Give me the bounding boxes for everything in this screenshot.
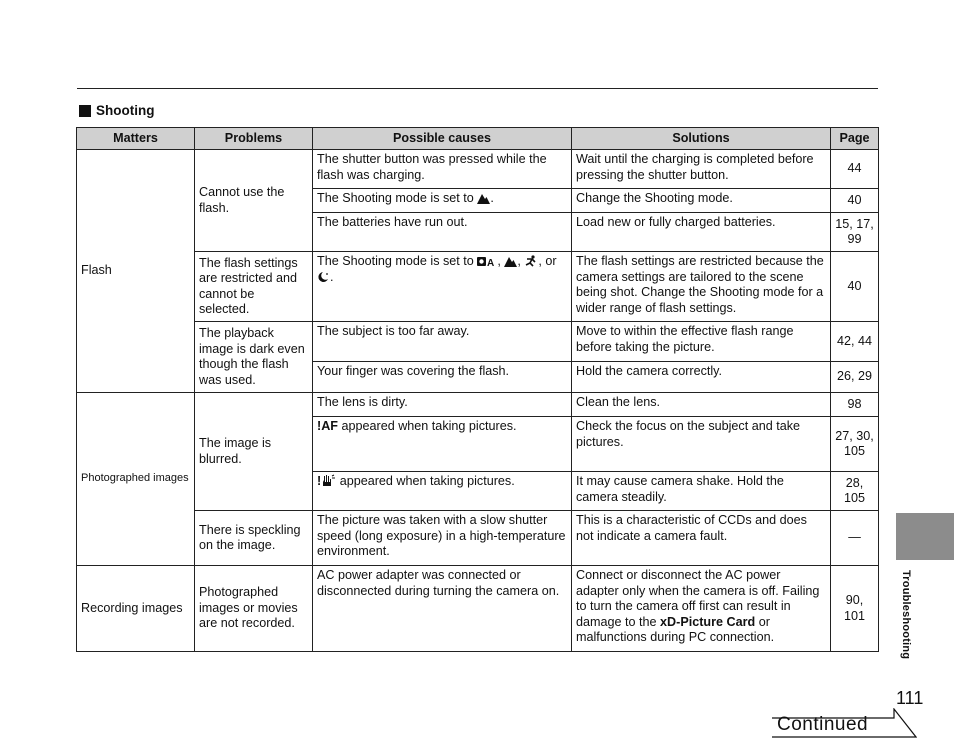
page-cell: 28, 105	[831, 472, 879, 511]
solution-cell: It may cause camera shake. Hold the camera steadily.	[572, 472, 831, 511]
page-cell: 98	[831, 393, 879, 417]
table-row	[77, 566, 879, 652]
header-rule	[77, 88, 878, 89]
cause-cell: The lens is dirty.	[313, 393, 572, 417]
solution-cell: Connect or disconnect the AC power adapter only when the camera is off. Failing to turn the camera off first can result in damage to the xD-Picture Card or malfunctions during PC connection.	[572, 566, 831, 652]
page-number: 111	[896, 688, 924, 708]
problem-speckling: There is speckling on the image.	[195, 511, 313, 566]
cause-cell: The subject is too far away.	[313, 322, 572, 362]
auto-mode-icon	[477, 255, 497, 267]
problem-image-blurred: The image is blurred.	[195, 393, 313, 511]
cause-cell: The batteries have run out.	[313, 213, 572, 252]
svg-text:A: A	[487, 258, 495, 267]
solution-cell: Change the Shooting mode.	[572, 189, 831, 213]
matter-recording-images: Recording images	[77, 566, 195, 652]
page-cell: 44	[831, 150, 879, 189]
table-row	[77, 252, 879, 322]
header-possible-causes: Possible causes	[313, 128, 572, 150]
table-row	[77, 322, 879, 362]
problem-playback-dark: The playback image is dark even though the flash was used.	[195, 322, 313, 393]
section-tab	[896, 513, 954, 560]
problem-flash-restricted: The flash settings are restricted and cannot be selected.	[195, 252, 313, 322]
table-row	[77, 393, 879, 417]
square-bullet-icon	[79, 105, 91, 117]
af-warning-icon: !AF	[317, 419, 338, 433]
header-matters: Matters	[77, 128, 195, 150]
table-row	[77, 150, 879, 189]
solution-cell: Move to within the effective flash range before taking the picture.	[572, 322, 831, 362]
section-title: Shooting	[96, 103, 155, 118]
page-cell: 15, 17, 99	[831, 213, 879, 252]
cause-cell: The Shooting mode is set to .	[313, 189, 572, 213]
camera-shake-hand-icon	[321, 474, 336, 487]
solution-cell: The flash settings are restricted because the camera settings are tailored to the scene being shot. Change the Shooting mode for a wider range of flash settings.	[572, 252, 831, 322]
xd-card-term: xD-Picture Card	[660, 614, 756, 629]
landscape-mode-icon	[504, 255, 517, 267]
cause-cell: AC power adapter was connected or disconnected during turning the camera on.	[313, 566, 572, 652]
cause-cell: Your finger was covering the flash.	[313, 362, 572, 393]
cause-cell: !AF appeared when taking pictures.	[313, 417, 572, 472]
warning-mark: !	[317, 474, 322, 488]
cause-text: The Shooting mode is set to	[317, 191, 474, 205]
cause-cell: The picture was taken with a slow shutter speed (long exposure) in a high-temperature environment.	[313, 511, 572, 566]
solution-cell: Clean the lens.	[572, 393, 831, 417]
sport-mode-icon	[524, 255, 538, 267]
matter-photographed-images: Photographed images	[77, 393, 195, 566]
side-section-label: Troubleshooting	[900, 570, 912, 660]
cause-cell: The Shooting mode is set to A , , , or .	[313, 252, 572, 322]
solution-cell: This is a characteristic of CCDs and does not indicate a camera fault.	[572, 511, 831, 566]
header-page: Page	[831, 128, 879, 150]
page-cell: —	[831, 511, 879, 566]
solution-cell: Hold the camera correctly.	[572, 362, 831, 393]
night-mode-icon	[317, 271, 330, 283]
troubleshooting-table	[76, 127, 879, 652]
page-cell: 42, 44	[831, 322, 879, 362]
page-cell: 40	[831, 252, 879, 322]
table-row	[77, 511, 879, 566]
page-cell: 40	[831, 189, 879, 213]
solution-cell: Load new or fully charged batteries.	[572, 213, 831, 252]
page-cell: 27, 30, 105	[831, 417, 879, 472]
matter-flash: Flash	[77, 150, 195, 393]
landscape-mode-icon	[477, 192, 490, 204]
problem-not-recorded: Photographed images or movies are not recorded.	[195, 566, 313, 652]
problem-cannot-use-flash: Cannot use the flash.	[195, 150, 313, 252]
solution-cell: Wait until the charging is completed before pressing the shutter button.	[572, 150, 831, 189]
page-cell: 26, 29	[831, 362, 879, 393]
cause-cell: ! appeared when taking pictures.	[313, 472, 572, 511]
continued-marker	[771, 708, 917, 738]
solution-cell: Check the focus on the subject and take pictures.	[572, 417, 831, 472]
page-cell: 90, 101	[831, 566, 879, 652]
continued-label: Continued	[777, 714, 869, 735]
header-problems: Problems	[195, 128, 313, 150]
section-heading	[79, 103, 154, 118]
table-header-row	[77, 128, 879, 150]
header-solutions: Solutions	[572, 128, 831, 150]
cause-cell: The shutter button was pressed while the flash was charging.	[313, 150, 572, 189]
